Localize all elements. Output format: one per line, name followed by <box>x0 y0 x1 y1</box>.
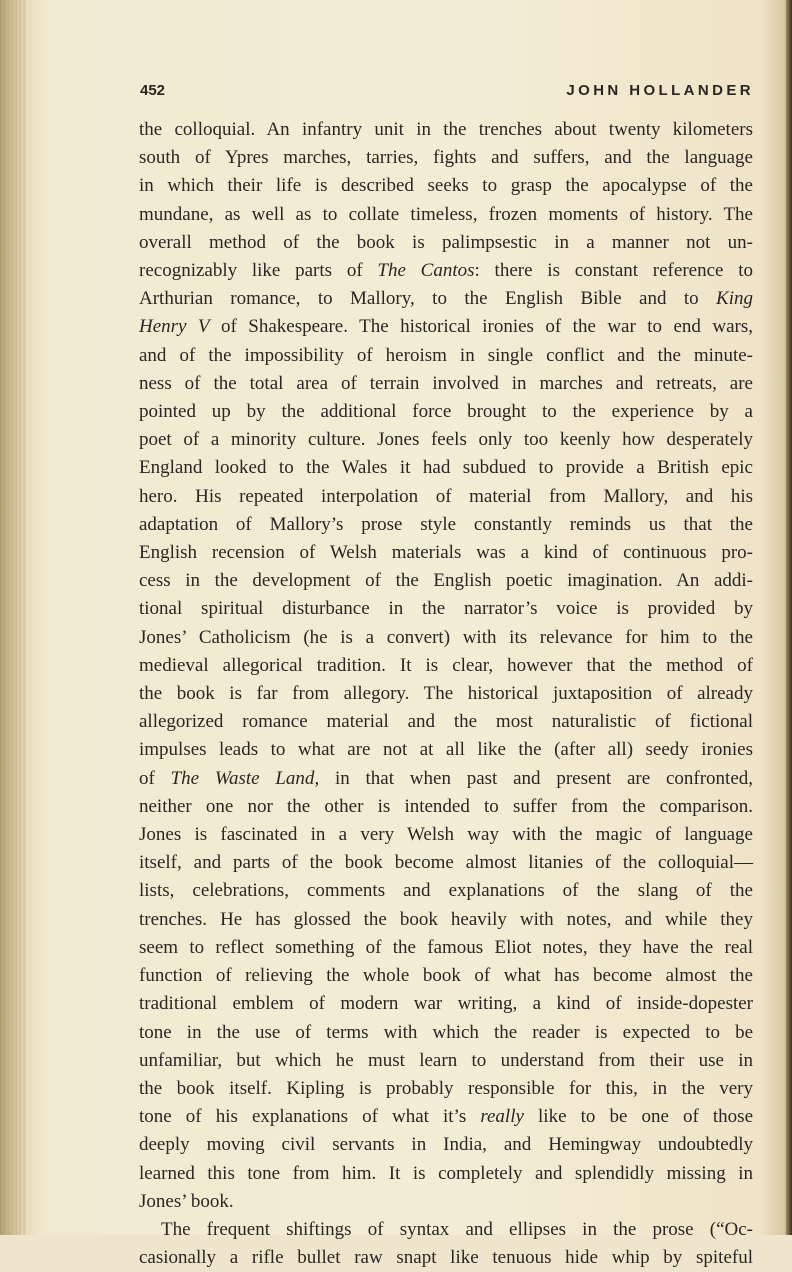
text-line: in which their life is described seeks to grasp the apocalypse of the <box>139 175 753 197</box>
text-line: neither one nor the other is intended to suffer from the comparison. <box>139 795 753 817</box>
text-line: tional spiritual disturbance in the narrator’s voice is provided by <box>139 598 753 620</box>
text-line: poet of a minority culture. Jones feels only too keenly how desperately <box>139 429 753 451</box>
text-line: Henry V of Shakespeare. The historical ironies of the war to end wars, <box>139 316 754 338</box>
text-line: south of Ypres marches, tarries, fights and suffers, and the language <box>139 147 753 169</box>
text-line: traditional emblem of modern war writing, a kind of inside-dopester <box>139 993 753 1015</box>
text-line: cess in the development of the English poetic imagination. An addi- <box>139 570 753 592</box>
text-line: ness of the total area of terrain involved in marches and retreats, are <box>139 372 753 394</box>
page-number: 452 <box>140 82 166 99</box>
text-line: Arthurian romance, to Mallory, to the English Bible and to King <box>139 288 753 310</box>
text-line: English recension of Welsh materials was a kind of continuous pro- <box>139 542 753 564</box>
text-line: adaptation of Mallory’s prose style constantly reminds us that the <box>139 513 753 535</box>
text-line: trenches. He has glossed the book heavily with notes, and while they <box>139 908 753 930</box>
text-line: Jones’ book. <box>139 1190 234 1212</box>
text-line: the book is far from allegory. The historical juxtaposition of already <box>139 683 753 705</box>
text-line: deeply moving civil servants in India, and Hemingway undoubtedly <box>139 1134 753 1156</box>
italic-title: The Cantos <box>377 260 475 282</box>
text-line: tone in the use of terms with which the reader is expected to be <box>139 1021 753 1043</box>
body-text <box>139 116 753 1272</box>
text-line: Jones is fascinated in a very Welsh way with the magic of language <box>139 824 753 846</box>
text-line: impulses leads to what are not at all like the (after all) seedy ironies <box>139 739 753 761</box>
text-line: hero. His repeated interpolation of material from Mallory, and his <box>139 485 753 507</box>
text-line: The frequent shiftings of syntax and ellipses in the prose (“Oc- <box>161 1218 753 1240</box>
text-line: seem to reflect something of the famous Eliot notes, they have the real <box>139 936 753 958</box>
text-line: lists, celebrations, comments and explanations of the slang of the <box>139 880 753 902</box>
text-line: Jones’ Catholicism (he is a convert) with its relevance for him to the <box>139 626 753 648</box>
spine-shadow <box>0 0 26 1235</box>
page-header <box>140 82 754 106</box>
text-line: recognizably like parts of The Cantos: there is constant reference to <box>139 260 753 282</box>
text-line: of The Waste Land, in that when past and present are confronted, <box>139 767 753 789</box>
italic-title: The Waste Land <box>170 767 315 789</box>
text-line: casionally a rifle bullet raw snapt like tenuous hide whip by spiteful <box>139 1247 753 1269</box>
running-head: JOHN HOLLANDER <box>566 82 754 99</box>
italic-title: King <box>716 288 753 310</box>
text-line: the book itself. Kipling is probably responsible for this, in the very <box>139 1077 753 1099</box>
text-line: mundane, as well as to collate timeless, frozen moments of history. The <box>139 203 753 225</box>
text-line: unfamiliar, but which he must learn to understand from their use in <box>139 1049 753 1071</box>
text-line: learned this tone from him. It is completely and splendidly missing in <box>139 1162 753 1184</box>
text-line: tone of his explanations of what it’s really like to be one of those <box>139 1106 753 1128</box>
italic-title: Henry V <box>139 316 210 338</box>
text-line: overall method of the book is palimpsestic in a manner not un- <box>139 231 753 253</box>
italic-emphasis: really <box>480 1106 524 1128</box>
text-line: medieval allegorical tradition. It is clear, however that the method of <box>139 654 753 676</box>
text-line: the colloquial. An infantry unit in the trenches about twenty kilometers <box>139 119 753 140</box>
text-line: England looked to the Wales it had subdued to provide a British epic <box>139 457 753 479</box>
text-line: itself, and parts of the book become almost litanies of the colloquial— <box>139 852 753 874</box>
text-line: allegorized romance material and the most naturalistic of fictional <box>139 711 753 733</box>
text-line: and of the impossibility of heroism in single conflict and the minute- <box>139 344 753 366</box>
text-line: pointed up by the additional force brought to the experience by a <box>139 401 753 423</box>
text-line: function of relieving the whole book of what has become almost the <box>139 965 753 987</box>
page-edge <box>786 0 792 1235</box>
